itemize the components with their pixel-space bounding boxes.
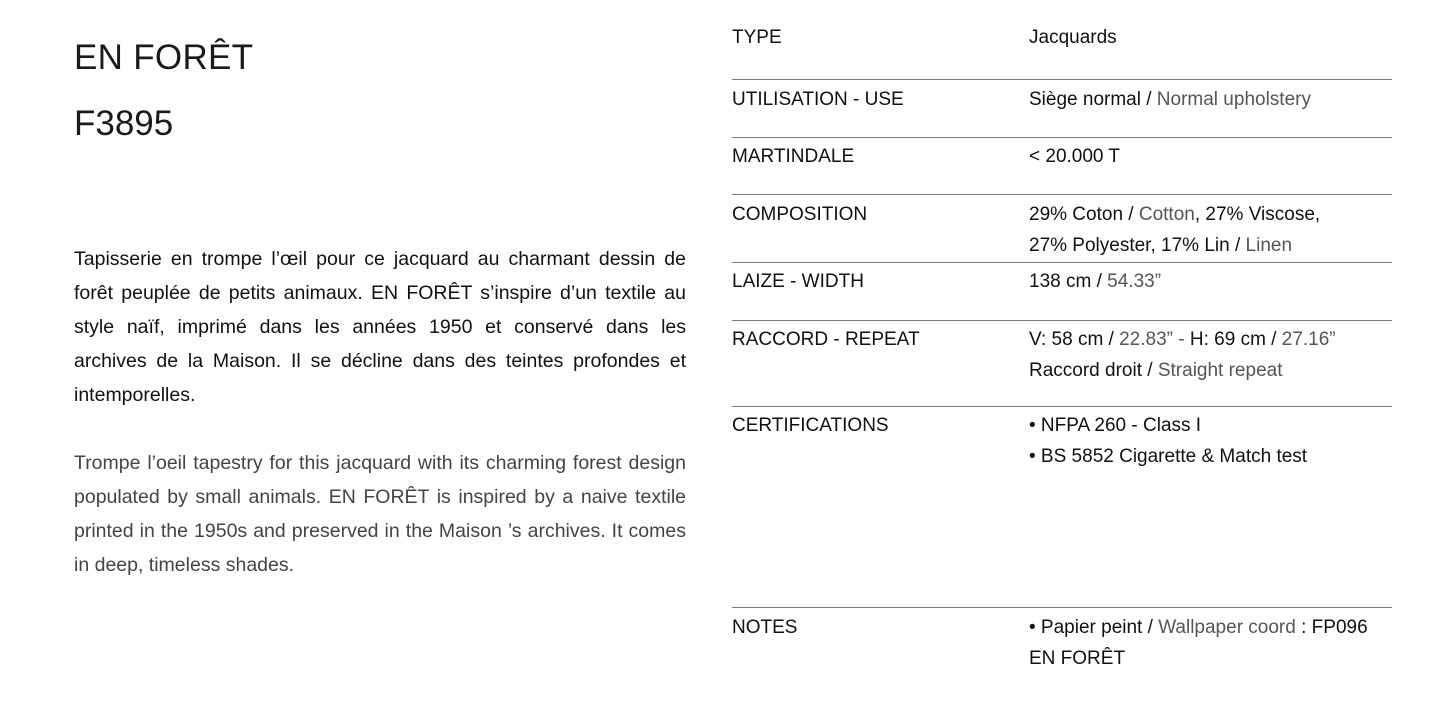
spec-label-repeat: RACCORD - REPEAT xyxy=(732,329,920,350)
comp-part2: 27% Viscose, xyxy=(1205,204,1321,225)
spec-label-notes: NOTES xyxy=(732,617,798,638)
spec-label-composition: COMPOSITION xyxy=(732,204,868,225)
use-en: Normal upholstery xyxy=(1156,89,1311,110)
comp-part1-fr: 29% Coton xyxy=(1029,204,1124,225)
spec-value-use xyxy=(1029,84,1394,115)
notes-line2: EN FORÊT xyxy=(1029,648,1126,669)
certification-item: • BS 5852 Cigarette & Match test xyxy=(1029,446,1308,467)
spec-label-certifications: CERTIFICATIONS xyxy=(732,415,889,436)
spec-label-type: TYPE xyxy=(732,27,782,48)
spec-row-width xyxy=(732,262,1392,292)
repeat-type-en: Straight repeat xyxy=(1157,360,1283,381)
spec-row-certifications xyxy=(732,406,1392,467)
use-fr: Siège normal xyxy=(1029,89,1141,110)
spec-value-composition xyxy=(1029,199,1394,261)
notes-sep: / xyxy=(1142,617,1159,638)
spec-value-martindale: < 20.000 T xyxy=(1029,146,1121,167)
description-french: Tapisserie en trompe l’œil pour ce jacquard au charmant dessin de forêt peuplée de petits animaux. EN FORÊT s’inspire d’un textile au style naïf, imprimé dans les années 1950 et conservé dans les archives de la Maison. Il se décline dans des teintes profondes et intemporelles. xyxy=(74,248,686,406)
product-reference: F3895 xyxy=(74,104,174,143)
notes-prefix-fr: • Papier peint xyxy=(1029,617,1143,638)
width-cm: 138 cm xyxy=(1029,271,1092,292)
repeat-dash: - xyxy=(1172,329,1190,350)
comp-comma1: , xyxy=(1194,204,1206,225)
spec-value-type: Jacquards xyxy=(1029,27,1117,48)
repeat-v-in: 22.83” xyxy=(1119,329,1173,350)
spec-label-martindale: MARTINDALE xyxy=(732,146,855,167)
comp-part3: 27% Polyester, 17% Lin xyxy=(1029,235,1230,256)
spec-row-martindale xyxy=(732,137,1392,167)
repeat-v-cm: V: 58 cm xyxy=(1029,329,1104,350)
comp-part1-en: Cotton xyxy=(1138,204,1195,225)
comp-sep2: / xyxy=(1229,235,1246,256)
width-inch: 54.33” xyxy=(1107,271,1162,292)
comp-sep1: / xyxy=(1123,204,1139,225)
spec-value-width xyxy=(1029,266,1394,297)
spec-row-composition xyxy=(732,194,1392,256)
repeat-h-in: 27.16” xyxy=(1281,329,1336,350)
spec-value-certifications xyxy=(1029,410,1394,472)
product-title: EN FORÊT xyxy=(74,38,254,77)
spec-row-use xyxy=(732,79,1392,110)
spec-label-use: UTILISATION - USE xyxy=(732,89,904,110)
comp-part3-en: Linen xyxy=(1245,235,1293,256)
notes-middle-en: Wallpaper coord xyxy=(1158,617,1296,638)
spec-row-repeat xyxy=(732,320,1392,381)
spec-row-notes xyxy=(732,607,1392,669)
repeat-sep1: / xyxy=(1103,329,1120,350)
width-sep: / xyxy=(1091,271,1108,292)
product-header xyxy=(74,36,686,146)
spec-label-width: LAIZE - WIDTH xyxy=(732,271,864,292)
repeat-type-fr: Raccord droit xyxy=(1029,360,1142,381)
repeat-sep2: / xyxy=(1265,329,1282,350)
certification-item: • NFPA 260 - Class I xyxy=(1029,415,1202,436)
repeat-sep3: / xyxy=(1142,360,1158,381)
spec-value-notes xyxy=(1029,612,1394,674)
repeat-h-cm: H: 69 cm xyxy=(1189,329,1266,350)
spec-value-repeat xyxy=(1029,324,1394,386)
notes-suffix: : FP096 xyxy=(1295,617,1368,638)
description-english: Trompe l’oeil tapestry for this jacquard with its charming forest design populated by small animals. EN FORÊT is inspired by a naive textile printed in the 1950s and preserved in the Maison ’s archives. It comes in deep, timeless shades. xyxy=(74,452,686,576)
use-sep: / xyxy=(1140,89,1157,110)
